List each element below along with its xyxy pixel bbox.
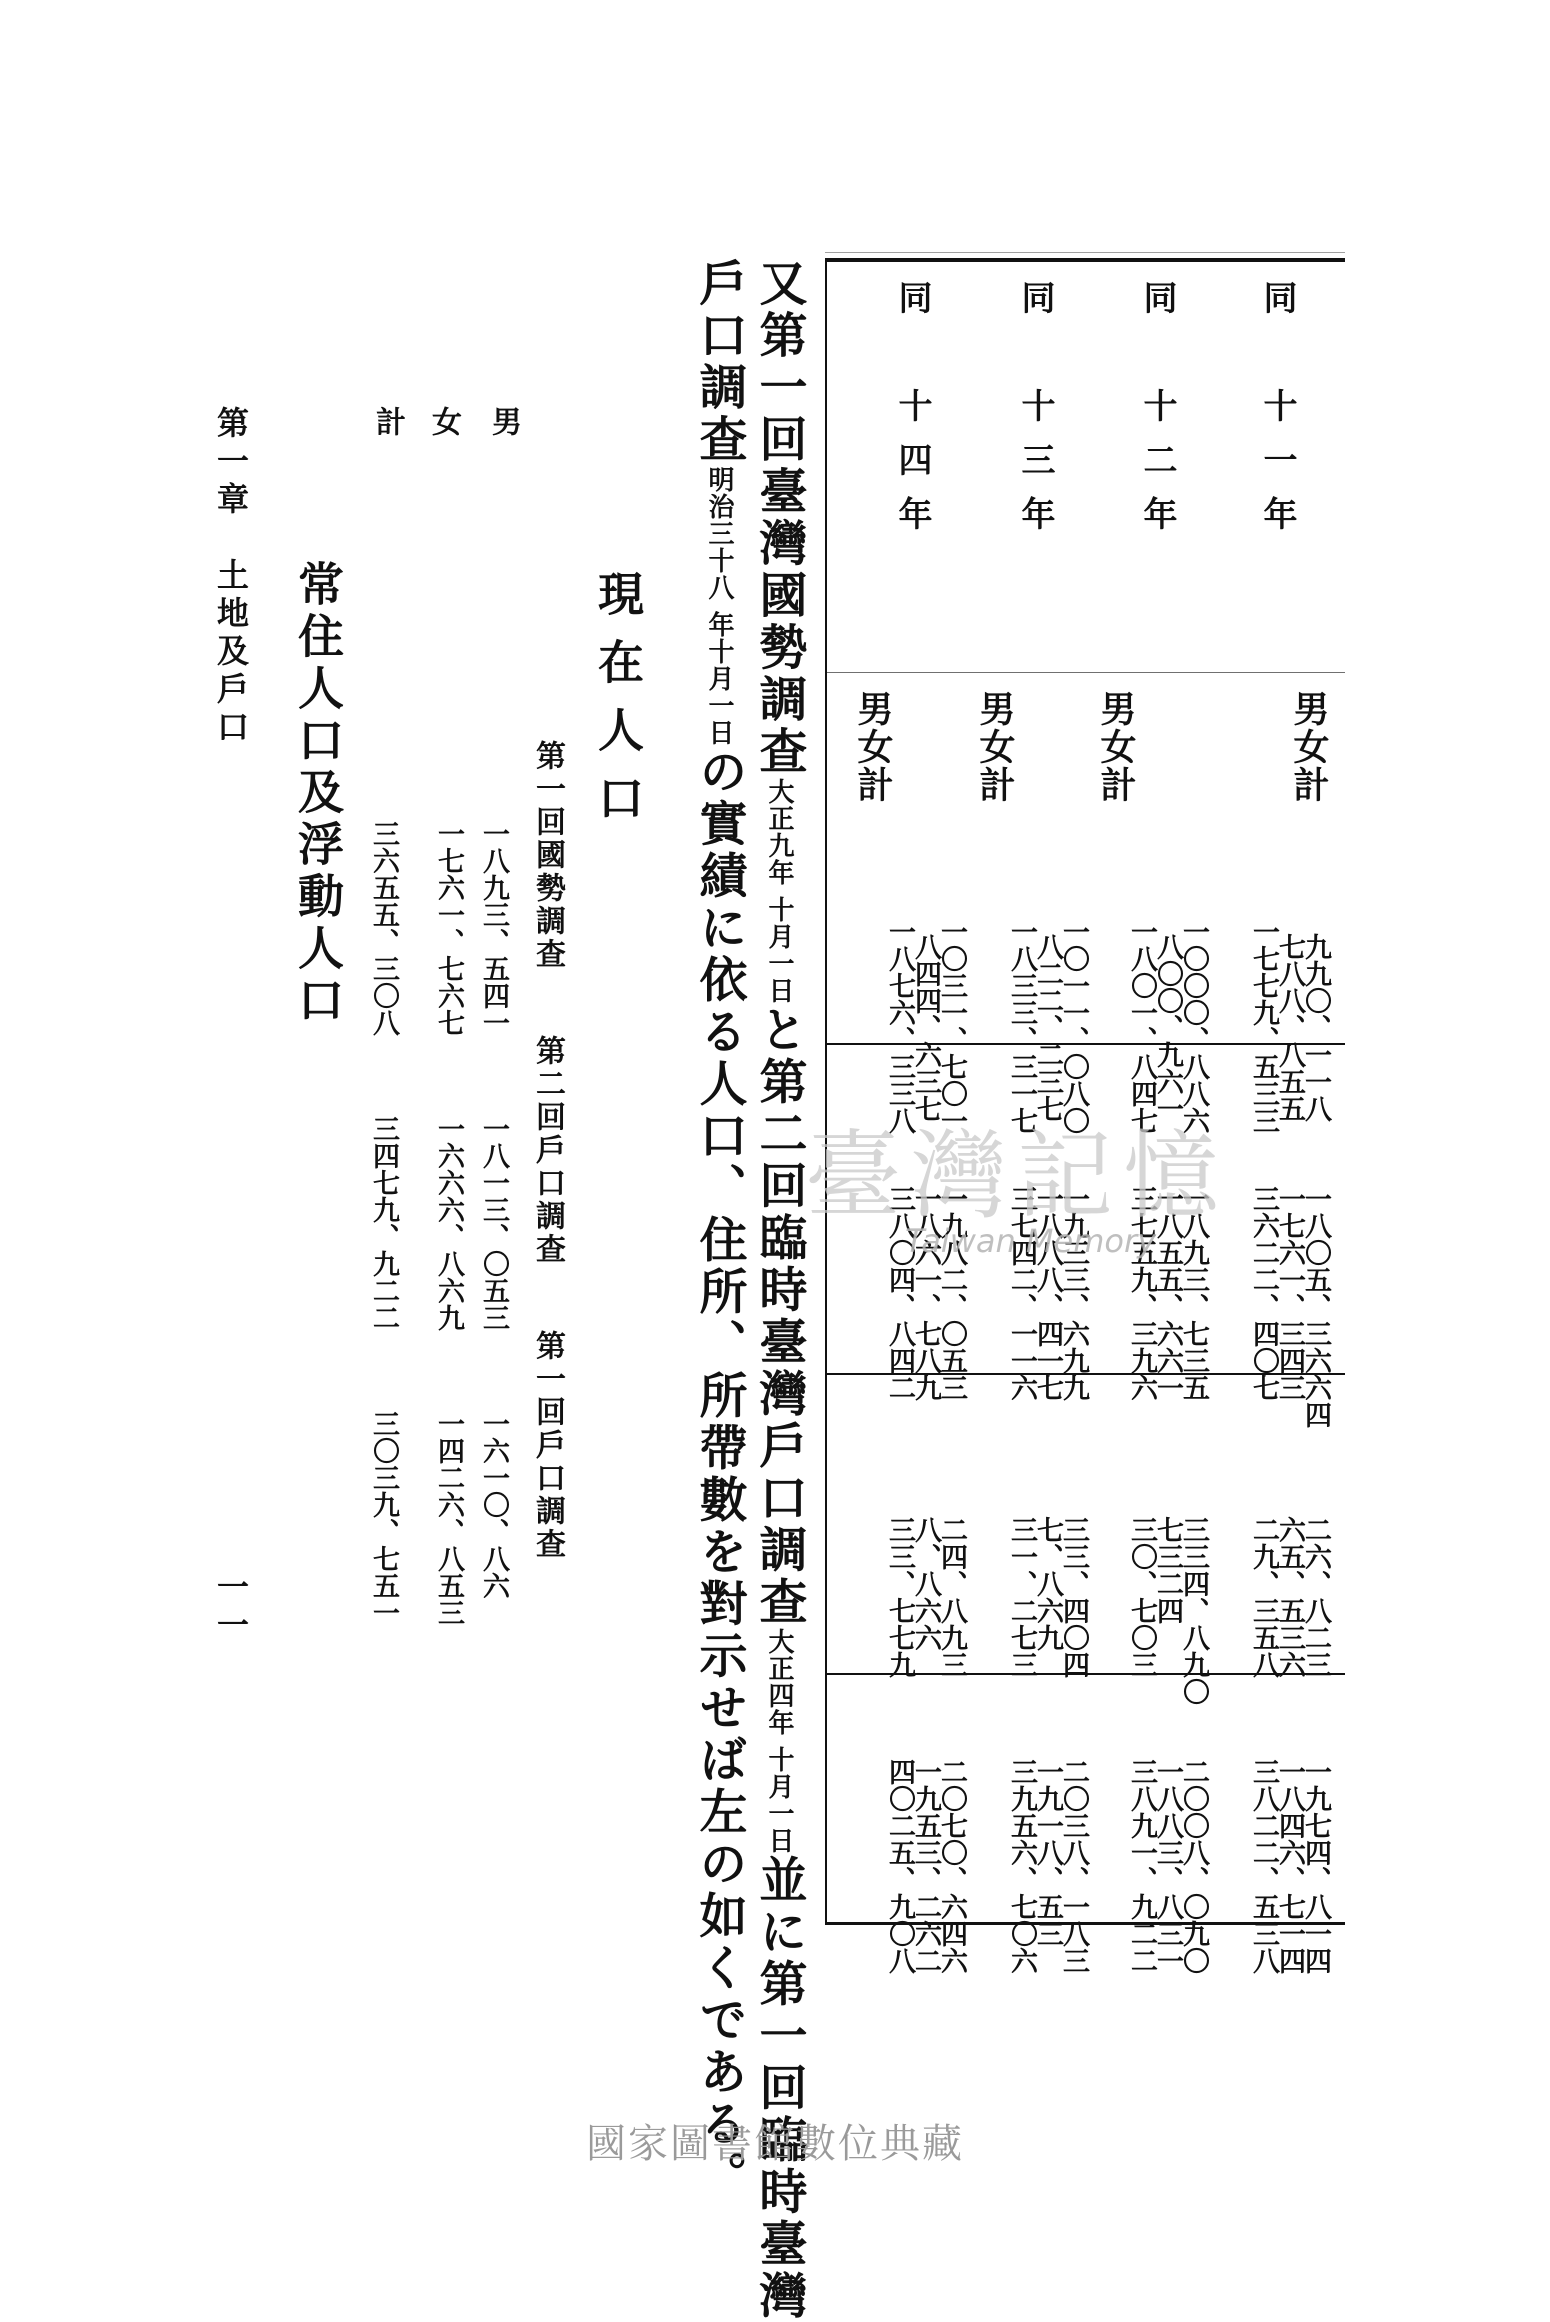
table-cell: 一八九三、七三五	[1178, 1185, 1209, 1401]
body-line-2	[691, 258, 747, 2203]
table-cell: 八、八六六	[910, 1516, 941, 1651]
column-header: 第一回國勢調查	[530, 740, 565, 971]
table-cell: 一九七四、八一四	[1300, 1758, 1331, 1974]
table-cell: 七三二四	[1152, 1516, 1183, 1624]
population-value: 三四七九、九二二	[368, 1115, 399, 1331]
body-text: 並に第一回臨時臺灣	[751, 1854, 807, 2322]
watermark: 臺灣記憶	[805, 1120, 1229, 1232]
body-text: 又第一回臺灣國勢調查	[751, 258, 807, 778]
inline-note: 大正九年 十月一日	[764, 778, 794, 1005]
inline-note: 大正四年 十月一日	[764, 1628, 794, 1855]
table-cell: 一〇三一、七〇一	[936, 918, 967, 1134]
table-cell: 一九三三、六九九	[1058, 1185, 1089, 1401]
table-cell: 二九、三五八	[1248, 1516, 1279, 1678]
table-cell: 一八七六、三三八	[884, 918, 915, 1134]
table-cell: 三三、四〇四	[1058, 1516, 1089, 1678]
table-cell: 三八九一、九二二	[1126, 1758, 1157, 1974]
table-cell: 二〇七〇、六四六	[936, 1758, 967, 1974]
population-value: 三六五五、三〇八	[368, 820, 399, 1036]
footer-caption: 國家圖書館數位典藏	[586, 2121, 964, 2167]
gender-header: 男女計	[1095, 690, 1137, 804]
table-cell: 三三、七七九	[884, 1516, 915, 1678]
body-text: 戶口調查	[691, 258, 747, 466]
year-label: 同 十三年	[1015, 280, 1055, 550]
table-cell: 一八六一、七八九	[910, 1185, 941, 1401]
gender-header: 男女計	[852, 690, 894, 804]
table-cell: 三八〇四、八四二	[884, 1185, 915, 1401]
population-value: 一七六一、七六七	[433, 820, 464, 1036]
table-cell: 九九〇、一一八	[1300, 933, 1331, 1122]
table-cell: 一八三三、三一七	[1006, 918, 1037, 1134]
year-label: 同 十四年	[892, 280, 932, 550]
body-text: と第二回臨時臺灣戶口調查	[751, 1004, 807, 1629]
table-cell: 四〇二五、九〇八	[884, 1758, 915, 1974]
table-cell: 一七六一、三四三	[1274, 1185, 1305, 1401]
table-cell: 二四、八九三	[936, 1516, 967, 1678]
table-cell: 一〇〇〇、八八六	[1178, 918, 1209, 1134]
table-cell: 一九八二、〇五三	[936, 1185, 967, 1401]
table-cell: 三〇、七〇三	[1126, 1516, 1157, 1678]
table-cell: 三九五六、七〇六	[1006, 1758, 1037, 1974]
table-cell: 一九五三、二六二	[910, 1758, 941, 1974]
row-label: 女	[426, 406, 461, 462]
page-number: 一一	[212, 1570, 250, 1646]
statistics-table	[825, 258, 1345, 1974]
table-cell: 七、八六九	[1032, 1516, 1063, 1651]
column-header: 第一回戶口調查	[530, 1330, 565, 1561]
table-top-rule	[825, 258, 1345, 262]
table-cell: 三三四、八九〇	[1178, 1516, 1209, 1705]
subsection-title: 常住人口及浮動人口	[291, 560, 345, 1028]
table-cell: 三一、二七三	[1006, 1516, 1037, 1678]
table-cell: 一八五五、六六一	[1152, 1185, 1183, 1401]
inline-note: 明治三十八 年十月一日	[704, 466, 734, 747]
table-cell: 三六二二、四〇七	[1248, 1185, 1279, 1401]
table-cell: 二〇〇八、〇九〇	[1178, 1758, 1209, 1974]
gender-header: 男女計	[974, 690, 1016, 804]
row-label: 計	[370, 406, 405, 462]
watermark-subtitle: Taiwan Memory	[905, 1222, 1157, 1260]
population-value: 一八一三、〇五三	[478, 1115, 509, 1331]
table-cell: 一八八八、四一七	[1032, 1185, 1063, 1401]
population-value: 一六六六、八六九	[433, 1115, 464, 1331]
table-cell: 一七七九、五三三	[1248, 918, 1279, 1134]
table-cell: 一八〇五、三六六四	[1300, 1185, 1331, 1428]
chapter-heading: 第一章 土地及戶口	[212, 406, 250, 748]
year-label: 同 十二年	[1137, 280, 1177, 550]
table-cell: 八二二、二三七	[1032, 933, 1063, 1122]
header-separator	[825, 672, 1345, 673]
section-title: 現在人口	[591, 570, 645, 842]
population-value: 一六一〇、八六	[478, 1410, 509, 1599]
table-cell: 一九一八、五三	[1032, 1758, 1063, 1947]
population-value: 一四二六、八五三	[433, 1410, 464, 1626]
row-label: 男	[486, 406, 521, 462]
column-header: 第二回戶口調查	[530, 1035, 565, 1266]
population-value: 一八九三、五四一	[478, 820, 509, 1036]
table-cell: 三七五九、三九六	[1126, 1185, 1157, 1401]
table-cell: 八四四、六三七	[910, 933, 941, 1122]
table-cell: 一八四六、七一四	[1274, 1758, 1305, 1974]
table-cell: 二〇三八、一八三	[1058, 1758, 1089, 1974]
table-cell: 一八八三、八三一	[1152, 1758, 1183, 1974]
year-label: 同 十一年	[1257, 280, 1297, 550]
gender-header: 男女計	[1288, 690, 1330, 804]
body-line-1	[751, 258, 807, 2322]
table-cell: 三八二二、五三八	[1248, 1758, 1279, 1974]
table-cell: 六五、五三六	[1274, 1516, 1305, 1678]
body-text: の實績に依る人口、住所、所帶數を對示せば左の如くである。	[691, 746, 747, 2203]
table-cell: 二六、八二三	[1300, 1516, 1331, 1678]
table-cell: 一〇一一、〇八〇	[1058, 918, 1089, 1134]
table-cell: 八〇〇、九六一	[1152, 933, 1183, 1122]
table-cell: 三七四二、一一六	[1006, 1185, 1037, 1401]
population-value: 三〇三九、七五一	[368, 1410, 399, 1626]
table-top-rule-thin	[825, 252, 1345, 253]
table-cell: 一八〇一、八四七	[1126, 918, 1157, 1134]
table-cell: 七八八、八五五	[1274, 933, 1305, 1122]
